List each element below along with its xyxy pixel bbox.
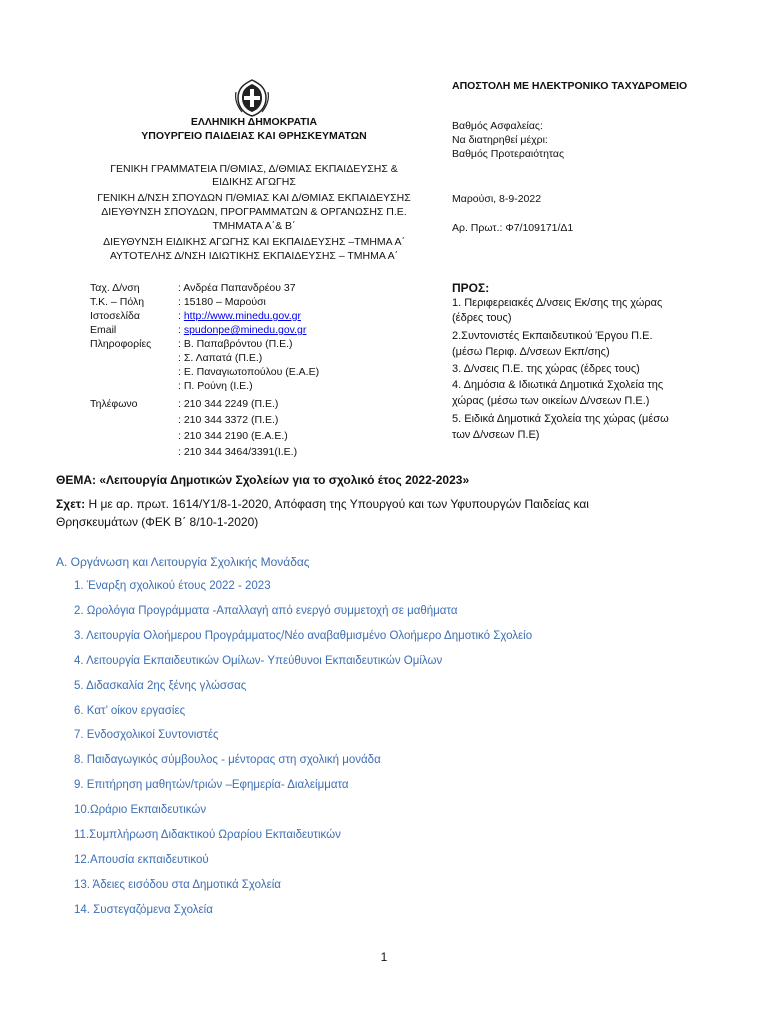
dept-line: ΓΕΝΙΚΗ Δ/ΝΣΗ ΣΠΟΥΔΩΝ Π/ΘΜΙΑΣ ΚΑΙ Δ/ΘΜΙΑΣ ΕΚΠΑΙΔΕΥΣΗΣ [97,192,411,204]
toc-item[interactable]: 1. Έναρξη σχολικού έτους 2022 - 2023 [74,580,271,592]
contact-prefix: : [178,310,184,322]
dept-line: ΤΜΗΜΑΤΑ Α΄& Β΄ [212,220,296,232]
recipient-line: 4. Δημόσια & Ιδιωτικά Δημοτικά Σχολεία της [452,379,664,391]
recipient-line: 2.Συντονιστές Εκπαιδευτικού Έργου Π.Ε. [452,330,653,342]
website-link[interactable]: http://www.minedu.gov.gr [183,310,301,322]
contact-value: : 210 344 3372 (Π.Ε.) [178,414,279,426]
recipient-line: 5. Ειδικά Δημοτικά Σχολεία της χώρας (μέσω [452,413,669,425]
reference-label: Σχετ: [56,497,86,511]
dept-line: ΓΕΝΙΚΗ ΓΡΑΜΜΑΤΕΙΑ Π/ΘΜΙΑΣ, Δ/ΘΜΙΑΣ ΕΚΠΑΙΔΕΥΣΗΣ & [110,163,398,175]
contact-label: Ιστοσελίδα [90,310,140,322]
toc-item[interactable]: 4. Λειτουργία Εκπαιδευτικών Ομίλων- Υπεύθυνοι Εκπαιδευτικών Ομίλων [74,655,443,667]
page-number: 1 [380,950,388,964]
toc-item[interactable]: 2. Ωρολόγια Προγράμματα -Απαλλαγή από ενεργό συμμετοχή σε μαθήματα [74,605,458,617]
retain-until: Να διατηρηθεί μέχρι: [452,134,548,146]
email-link[interactable]: spudonpe@minedu.gov.gr [183,324,307,336]
contact-row [90,446,410,459]
greek-emblem-icon [232,78,272,118]
contact-row [90,380,410,393]
contact-value: : 210 344 2190 (Ε.Α.Ε.) [178,430,288,442]
toc-item[interactable]: 9. Επιτήρηση μαθητών/τριών –Εφημερία- Διαλείμματα [74,779,349,791]
protocol-number: Αρ. Πρωτ.: Φ7/109171/Δ1 [452,222,574,234]
subject-title: ΘΕΜΑ: «Λειτουργία Δημοτικών Σχολείων για το σχολικό έτος 2022-2023» [56,473,470,487]
contact-label: Email [90,324,117,336]
contact-value: : 210 344 2249 (Π.Ε.) [178,398,279,410]
toc-item[interactable]: 11.Συμπλήρωση Διδακτικού Ωραρίου Εκπαιδευτικών [74,829,341,841]
dept-line: ΕΙΔΙΚΗΣ ΑΓΩΓΗΣ [212,176,296,188]
recipient-line: 3. Δ/νσεις Π.Ε. της χώρας (έδρες τους) [452,363,640,375]
contact-label: Πληροφορίες [90,338,152,350]
dept-line: ΔΙΕΥΘΥΝΣΗ ΣΠΟΥΔΩΝ, ΠΡΟΓΡΑΜΜΑΤΩΝ & ΟΡΓΑΝΩΣΗΣ Π.Ε. [101,206,407,218]
dept-line: ΔΙΕΥΘΥΝΣΗ ΕΙΔΙΚΗΣ ΑΓΩΓΗΣ ΚΑΙ ΕΚΠΑΙΔΕΥΣΗΣ –ΤΜΗΜΑ Α΄ [103,236,405,248]
recipient-line: 1. Περιφερειακές Δ/νσεις Εκ/σης της χώρας [452,297,663,309]
contact-value: : Π. Ρούνη (Ι.Ε.) [178,380,253,392]
country-name: ΕΛΛΗΝΙΚΗ ΔΗΜΟΚΡΑΤΙΑ [190,116,318,128]
recipient-line: χώρας (μέσω των οικείων Δ/νσεων Π.Ε.) [452,395,650,407]
contact-row [90,414,410,427]
reference-line [56,496,716,512]
contact-row [90,398,410,411]
toc-item[interactable]: 13. Άδειες εισόδου στα Δημοτικά Σχολεία [74,879,281,891]
toc-item[interactable]: 12.Απουσία εκπαιδευτικού [74,854,209,866]
contact-value: : Β. Παπαβρόντου (Π.Ε.) [178,338,293,350]
contact-label: Τηλέφωνο [90,398,138,410]
contact-value [178,310,301,323]
recipient-line: των Δ/νσεων Π.Ε) [452,429,540,441]
priority-level: Βαθμός Προτεραιότητας [452,148,565,160]
recipient-line: (μέσω Περιφ. Δ/νσεων Εκπ/σης) [452,346,610,358]
recipients-title: ΠΡΟΣ: [452,281,490,295]
toc-item[interactable]: 7. Ενδοσχολικοί Συντονιστές [74,729,219,741]
toc-section-title: Α. Οργάνωση και Λειτουργία Σχολικής Μονάδας [56,555,310,569]
contact-prefix: : [178,324,184,336]
reference-text: Η με αρ. πρωτ. 1614/Υ1/8-1-2020, Απόφαση της Υπουργού και των Υφυπουργών Παιδείας και [85,497,589,511]
toc-item[interactable]: 3. Λειτουργία Ολοήμερου Προγράμματος/Νέο αναβαθμισμένο Ολοήμερο Δημοτικό Σχολείο [74,630,533,642]
toc-item[interactable]: 8. Παιδαγωγικός σύμβουλος - μέντορας στη σχολική μονάδα [74,754,381,766]
contact-row [90,366,410,379]
contact-row [90,352,410,365]
toc-item[interactable]: 5. Διδασκαλία 2ης ξένης γλώσσας [74,680,247,692]
document-date: Μαρούσι, 8-9-2022 [452,193,542,205]
contact-row [90,338,410,351]
contact-row [90,282,410,295]
contact-value [178,324,306,337]
contact-value: : 15180 – Μαρούσι [178,296,266,308]
contact-value: : 210 344 3464/3391(Ι.Ε.) [178,446,298,458]
dept-line: ΑΥΤΟΤΕΛΗΣ Δ/ΝΣΗ ΙΔΙΩΤΙΚΗΣ ΕΚΠΑΙΔΕΥΣΗΣ – ΤΜΗΜΑ Α΄ [109,250,399,262]
reference-line-2: Θρησκευμάτων (ΦΕΚ Β΄ 8/10-1-2020) [56,515,259,529]
contact-value: : Ε. Παναγιωτοπούλου (Ε.Α.Ε) [178,366,320,378]
ministry-name: ΥΠΟΥΡΓΕΙΟ ΠΑΙΔΕΙΑΣ ΚΑΙ ΘΡΗΣΚΕΥΜΑΤΩΝ [141,130,367,142]
security-level: Βαθμός Ασφαλείας: [452,120,543,132]
contact-row [90,310,410,323]
contact-row [90,430,410,443]
delivery-method: ΑΠΟΣΤΟΛΗ ΜΕ ΗΛΕΚΤΡΟΝΙΚΟ ΤΑΧΥΔΡΟΜΕΙΟ [452,80,688,92]
contact-label: Τ.Κ. – Πόλη [90,296,145,308]
contact-row [90,324,410,337]
contact-label: Ταχ. Δ/νση [90,282,140,294]
contact-row [90,296,410,309]
toc-item[interactable]: 14. Συστεγαζόμενα Σχολεία [74,904,213,916]
contact-value: : Ανδρέα Παπανδρέου 37 [178,282,296,294]
toc-item[interactable]: 6. Κατ’ οίκον εργασίες [74,705,186,717]
contact-value: : Σ. Λαπατά (Π.Ε.) [178,352,263,364]
toc-item[interactable]: 10.Ωράριο Εκπαιδευτικών [74,804,207,816]
recipient-line: (έδρες τους) [452,312,512,324]
